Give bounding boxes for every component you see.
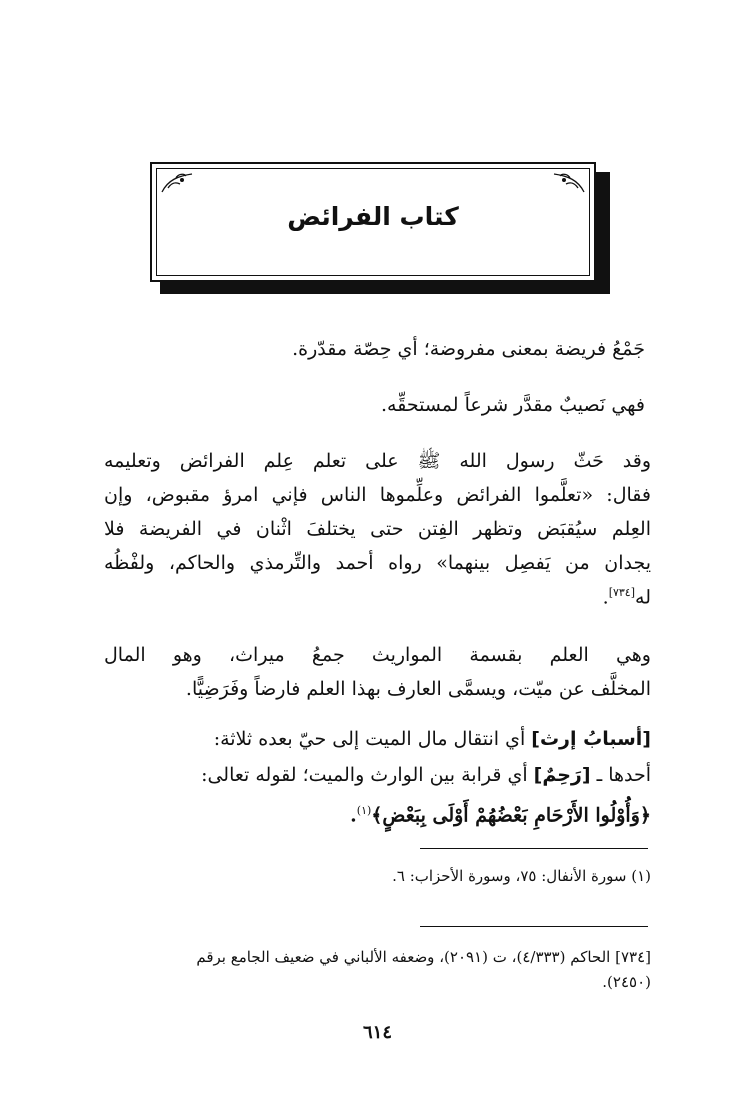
footnote-2-line-2: (٢٤٥٠). [602,973,651,991]
paragraph-3-line-4: يجدان من يَفصِل بينهما» رواه أحمد والتِّرمذي والحاكم، ولفْظُه [104,552,651,574]
paragraph-3-line-3: العِلم سيُقبَض وتظهر الفِتن حتى يختلفَ اثْنان في الفريضة فلا [104,518,651,540]
page-number: ٦١٤ [362,1022,392,1043]
quran-verse: ﴿وَأُوْلُوا الأَرْحَامِ بَعْضُهُمْ أَوْلَى بِبَعْضٍ﴾ [371,804,651,827]
footnote-1: (١) سورة الأنفال: ٧٥، وسورة الأحزاب: ٦. [392,867,651,885]
footnote-separator-1 [420,848,648,849]
section-heading-inheritance-causes: [أسبابُ إرث] [531,728,651,750]
paragraph-5-line-3 [350,796,651,830]
corner-ornament-left-icon [158,170,198,196]
paragraph-3-line-2: فقال: «تعلَّموا الفرائض وعلِّموها الناس فإني امرؤ مقبوض، وإن [104,484,651,506]
paragraph-5-line-2-text: أي قرابة بين الوارث والميت؛ لقوله تعالى: [201,764,534,786]
paragraph-5-line-2-prefix: أحدها ـ [590,764,651,786]
paragraph-3-tail: له [635,586,651,609]
quran-footnote-marker: (١) [356,804,372,817]
paragraph-5-line-1 [214,724,651,754]
paragraph-2: فهي نَصيبٌ مقدَّر شرعاً لمستحقِّه. [380,394,645,416]
corner-ornament-right-icon [548,170,588,196]
paragraph-5-end-mark: . [350,804,357,827]
paragraph-5-line-1-text: أي انتقال مال الميت إلى حيّ بعده ثلاثة: [213,728,532,750]
hadith-reference-number: [٧٣٤] [608,586,636,599]
paragraph-4-line-2: المخلَّف عن ميّت، ويسمَّى العارف بهذا العلم فارضاً وفَرَضِيًّا. [185,678,651,700]
paragraph-3-line-5 [603,578,651,612]
footnote-separator-2 [420,926,648,927]
chapter-title: كتاب الفرائض [287,202,459,231]
paragraph-5-line-2 [201,760,651,790]
term-kinship: [رَحِمٌ] [533,764,591,786]
chapter-title-box [150,162,596,282]
paragraph-3-line-1: وقد حَثّ رسول الله ﷺ على تعلم عِلم الفرائض وتعليمه [104,450,651,472]
paragraph-4-line-1: وهي العلم بقسمة المواريث جمعُ ميراث، وهو المال [104,644,651,666]
paragraph-3-end-mark: . [602,586,609,609]
footnote-2-line-1: [٧٣٤] الحاكم (٤/٣٣٣)، ت (٢٠٩١)، وضعفه الألباني في ضعيف الجامع برقم [196,948,651,966]
paragraph-1: جَمْعُ فريضة بمعنى مفروضة؛ أي حِصّة مقدّرة. [292,338,645,360]
